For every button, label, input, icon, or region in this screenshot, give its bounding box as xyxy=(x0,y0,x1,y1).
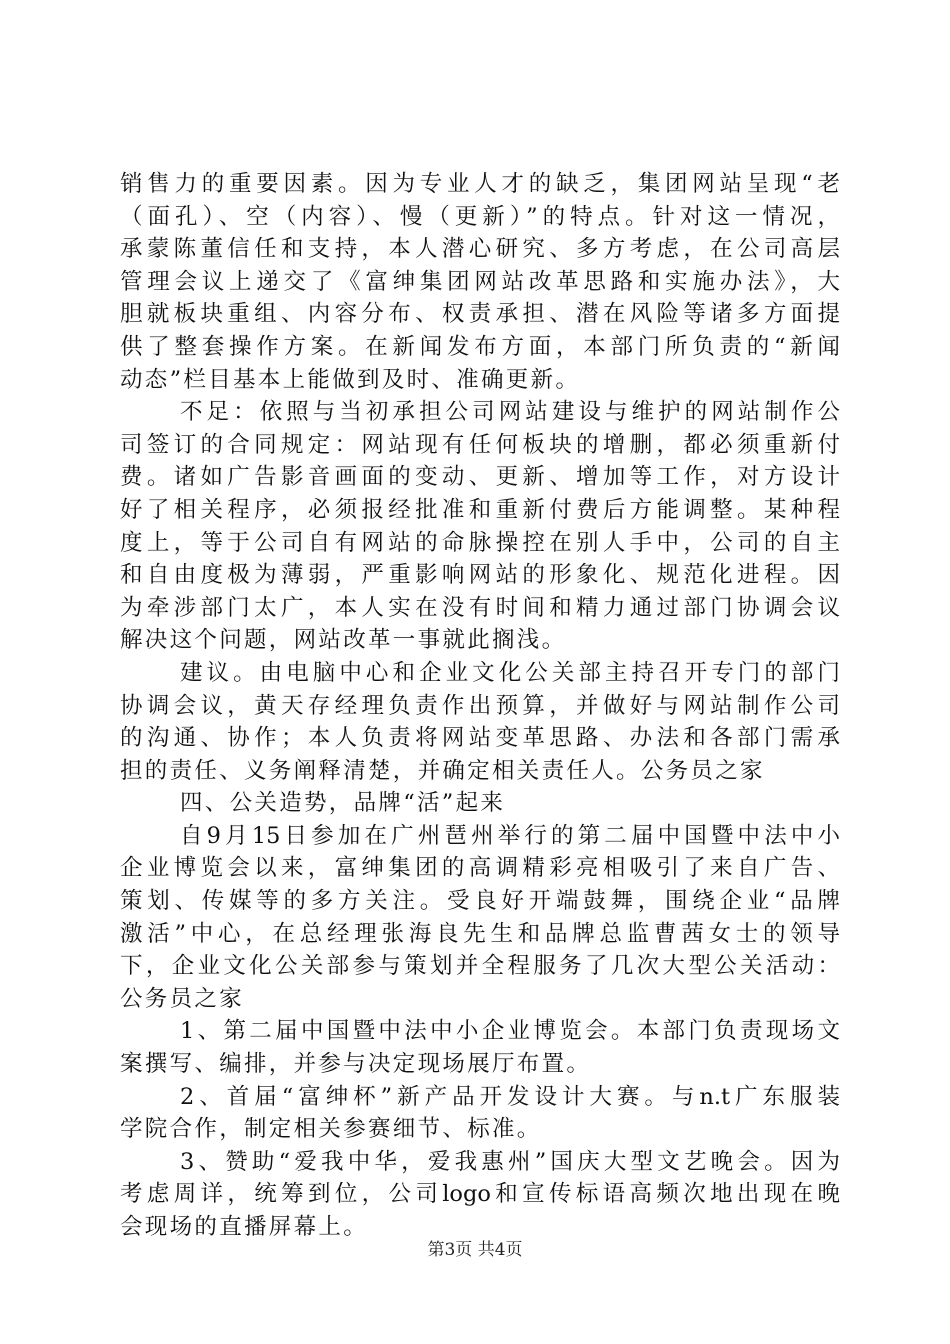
text-line: 和自由度极为薄弱，严重影响网站的形象化、规范化进程。因 xyxy=(120,562,840,589)
text-line: 司签订的合同规定：网站现有任何板块的增删，都必须重新付 xyxy=(120,431,840,458)
text-line: 案撰写、编排，并参与决定现场展厅布置。 xyxy=(120,1051,592,1078)
text-line: 好了相关程序，必须报经批准和重新付费后方能调整。某种程 xyxy=(120,496,840,523)
text-line: 激活”中心，在总经理张海良先生和品牌总监曹茜女士的领导 xyxy=(120,920,840,947)
text-line: 公务员之家 xyxy=(120,985,245,1012)
text-line: （面孔）、空（内容）、慢（更新）”的特点。针对这一情况， xyxy=(120,203,840,230)
body-text xyxy=(120,168,840,1244)
text-line: 企业博览会以来，富绅集团的高调精彩亮相吸引了来自广告、 xyxy=(120,855,840,882)
text-line: 考虑周详，统筹到位，公司logo和宣传标语高频次地出现在晚 xyxy=(120,1181,840,1208)
text-line: 动态”栏目基本上能做到及时、准确更新。 xyxy=(120,366,581,393)
text-line: 费。诸如广告影音画面的变动、更新、增加等工作，对方设计 xyxy=(120,464,840,491)
text-line: 为牵涉部门太广，本人实在没有时间和精力通过部门协调会议 xyxy=(120,594,840,621)
text-line: 管理会议上递交了《富绅集团网站改革思路和实施办法》，大 xyxy=(120,268,840,295)
list-item: 3、赞助“爱我中华，爱我惠州”国庆大型文艺晚会。因为 xyxy=(180,1148,840,1175)
text-line: 承蒙陈董信任和支持，本人潜心研究、多方考虑，在公司高层 xyxy=(120,236,840,263)
list-item: 1、第二届中国暨中法中小企业博览会。本部门负责现场文 xyxy=(180,1018,840,1045)
text-line: 解决这个问题，网站改革一事就此搁浅。 xyxy=(120,627,567,654)
text-line: 自9月15日参加在广州琶州举行的第二届中国暨中法中小 xyxy=(180,822,840,849)
text-line: 度上，等于公司自有网站的命脉操控在别人手中，公司的自主 xyxy=(120,529,840,556)
text-line: 会现场的直播屏幕上。 xyxy=(120,1214,369,1240)
list-item: 2、首届“富绅杯”新产品开发设计大赛。与n.t广东服装 xyxy=(180,1083,840,1110)
text-line: 下，企业文化公关部参与策划并全程服务了几次大型公关活动： xyxy=(120,953,840,980)
text-line: 建议。由电脑中心和企业文化公关部主持召开专门的部门 xyxy=(180,659,840,686)
text-line: 的沟通、协作；本人负责将网站变革思路、办法和各部门需承 xyxy=(120,725,840,752)
text-line: 不足：依照与当初承担公司网站建设与维护的网站制作公 xyxy=(180,399,840,426)
section-heading: 四、公关造势，品牌“活”起来 xyxy=(180,790,506,817)
text-line: 供了整套操作方案。在新闻发布方面，本部门所负责的“新闻 xyxy=(120,333,840,360)
text-line: 学院合作，制定相关参赛细节、标准。 xyxy=(120,1116,542,1143)
text-line: 策划、传媒等的多方关注。受良好开端鼓舞，围绕企业“品牌 xyxy=(120,888,840,915)
text-line: 销售力的重要因素。因为专业人才的缺乏，集团网站呈现“老 xyxy=(120,171,840,197)
page-number-footer: 第3页 共4页 xyxy=(427,1240,523,1260)
text-line: 担的责任、义务阐释清楚，并确定相关责任人。公务员之家 xyxy=(120,757,765,784)
text-line: 胆就板块重组、内容分布、权责承担、潜在风险等诸多方面提 xyxy=(120,301,840,328)
text-line: 协调会议，黄天存经理负责作出预算，并做好与网站制作公司 xyxy=(120,692,840,719)
